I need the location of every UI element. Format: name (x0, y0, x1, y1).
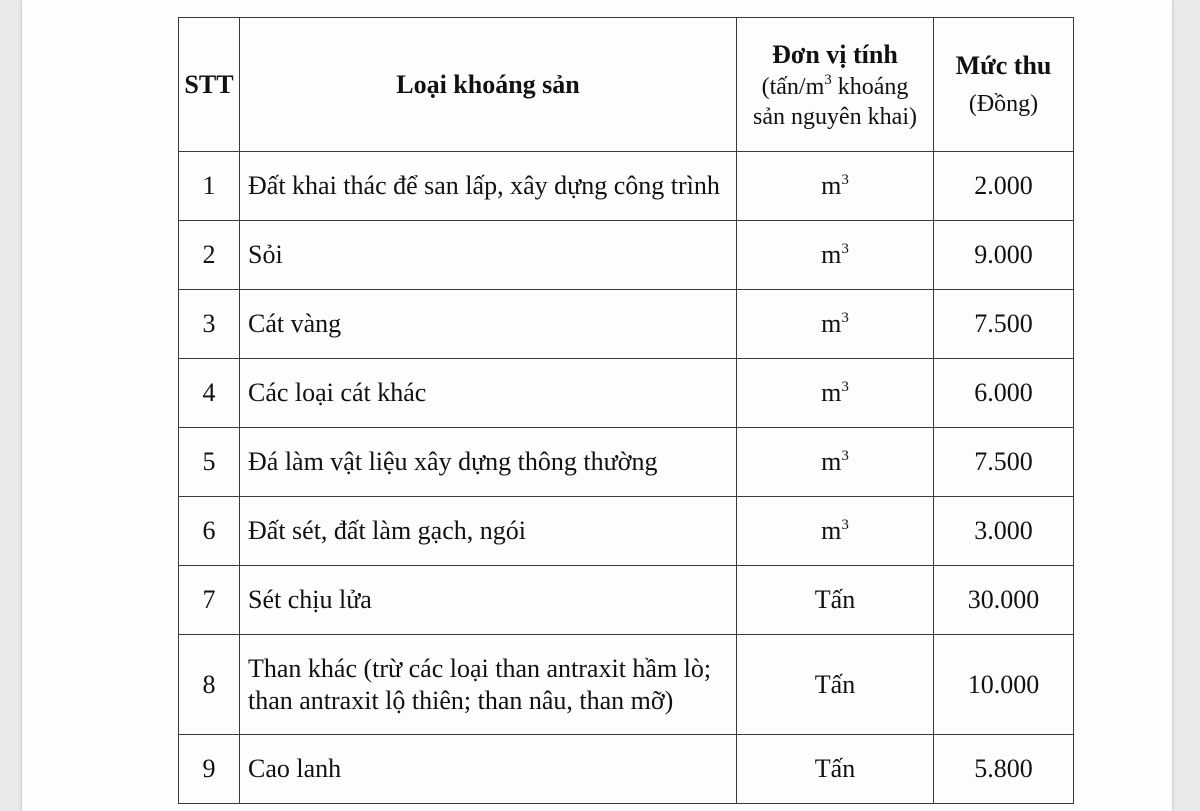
table-row (179, 290, 1074, 359)
row-unit-sup: 3 (841, 517, 849, 533)
row-mineral-name: Đất khai thác để san lấp, xây dựng công trình (240, 152, 737, 221)
row-stt: 8 (179, 635, 240, 735)
row-mineral-name-line-2: than antraxit lộ thiên; than nâu, than mỡ) (248, 685, 674, 715)
row-unit-sup: 3 (841, 379, 849, 395)
table-row (179, 152, 1074, 221)
row-stt: 5 (179, 428, 240, 497)
header-unit-title: Đơn vị tính (772, 39, 898, 69)
row-mineral-name: Cát vàng (240, 290, 737, 359)
row-fee: 7.500 (934, 428, 1074, 497)
row-fee: 3.000 (934, 497, 1074, 566)
row-unit (737, 359, 934, 428)
row-mineral-name: Sét chịu lửa (240, 566, 737, 635)
row-unit: Tấn (737, 735, 934, 804)
row-fee: 5.800 (934, 735, 1074, 804)
row-mineral-name: Các loại cát khác (240, 359, 737, 428)
header-unit (737, 18, 934, 152)
row-unit (737, 497, 934, 566)
header-unit-sub-b: khoáng (831, 73, 909, 100)
table-row (179, 497, 1074, 566)
row-fee: 10.000 (934, 635, 1074, 735)
header-unit-subtitle (737, 72, 933, 102)
row-stt: 7 (179, 566, 240, 635)
mineral-fee-table (178, 17, 1074, 804)
row-unit-sup: 3 (841, 172, 849, 188)
row-unit (737, 152, 934, 221)
table-header-row (179, 18, 1074, 152)
document-page (22, 0, 1172, 811)
header-fee-subtitle: (Đồng) (968, 91, 1039, 117)
row-stt: 2 (179, 221, 240, 290)
row-mineral-name (240, 635, 737, 735)
row-unit-text: m (821, 309, 842, 338)
table-row (179, 566, 1074, 635)
row-fee: 2.000 (934, 152, 1074, 221)
row-unit (737, 428, 934, 497)
row-unit-text: m (821, 378, 842, 407)
row-unit-sup: 3 (841, 310, 849, 326)
row-stt: 6 (179, 497, 240, 566)
row-unit (737, 290, 934, 359)
row-mineral-name: Cao lanh (240, 735, 737, 804)
header-fee (934, 18, 1074, 152)
row-stt: 1 (179, 152, 240, 221)
row-stt: 3 (179, 290, 240, 359)
row-fee: 6.000 (934, 359, 1074, 428)
row-fee: 9.000 (934, 221, 1074, 290)
header-stt: STT (179, 18, 240, 152)
row-unit-text: m (821, 240, 842, 269)
header-unit-subtitle-2: sản nguyên khai) (753, 103, 917, 130)
row-fee: 7.500 (934, 290, 1074, 359)
row-unit: Tấn (737, 635, 934, 735)
table-row (179, 635, 1074, 735)
table-row (179, 359, 1074, 428)
row-stt: 9 (179, 735, 240, 804)
row-unit: Tấn (737, 566, 934, 635)
row-mineral-name: Sỏi (240, 221, 737, 290)
row-mineral-name-line-1: Than khác (trừ các loại than antraxit hầm lò; (248, 653, 712, 683)
header-fee-title: Mức thu (955, 51, 1052, 80)
row-mineral-name: Đá làm vật liệu xây dựng thông thường (240, 428, 737, 497)
row-unit-sup: 3 (841, 448, 849, 464)
row-unit-text: m (821, 171, 842, 200)
table-row (179, 428, 1074, 497)
table-row (179, 735, 1074, 804)
row-fee: 30.000 (934, 566, 1074, 635)
row-unit-text: m (821, 516, 842, 545)
row-unit-text: m (821, 447, 842, 476)
row-unit (737, 221, 934, 290)
header-unit-sub-sup: 3 (824, 71, 832, 88)
header-mineral-type: Loại khoáng sản (240, 18, 737, 152)
row-mineral-name: Đất sét, đất làm gạch, ngói (240, 497, 737, 566)
row-stt: 4 (179, 359, 240, 428)
table-row (179, 221, 1074, 290)
header-unit-sub-a: (tấn/m (761, 73, 825, 100)
row-unit-sup: 3 (841, 241, 849, 257)
